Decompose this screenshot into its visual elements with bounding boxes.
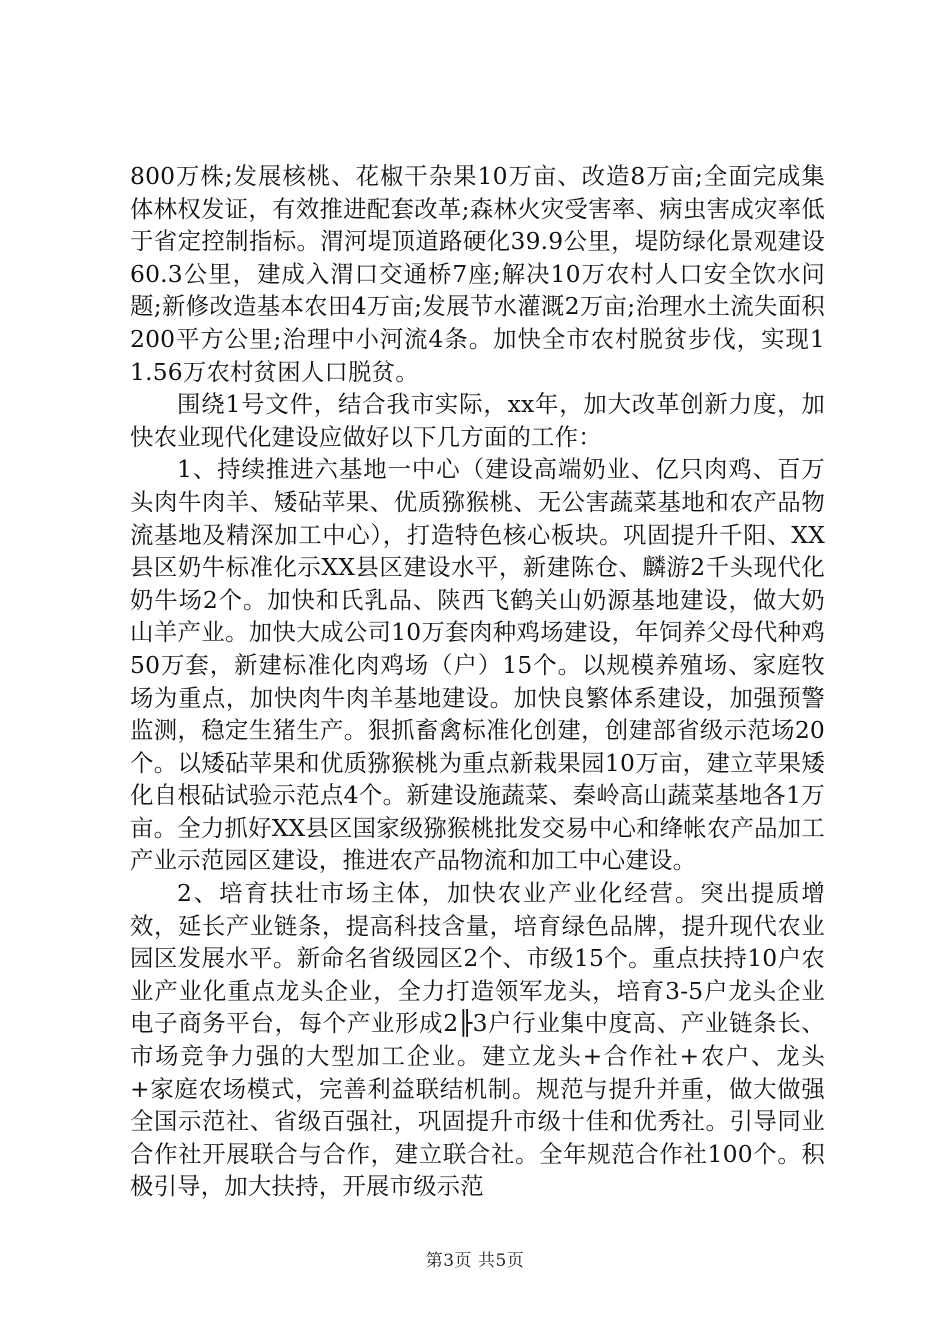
paragraph-intro: 围绕1号文件，结合我市实际，xx年，加大改革创新力度，加快农业现代化建设应做好以下几方面的工作： <box>130 390 825 451</box>
paragraph-continuation: 800万株;发展核桃、花椒干杂果10万亩、改造8万亩;全面完成集体林权发证，有效推进配套改革;森林火灾受害率、病虫害成灾率低于省定控制指标。渭河堤顶道路硬化39.9公里，堤防绿化景观建设60.3公里，建成入渭口交通桥7座;解决10万农村人口安全饮水问题;新修改造基本农田4万亩;发展节水灌溉2万亩;治理水土流失面积200平方公里;治理中小河流4条。加快全市农村脱贫步伐，实现11.56万农村贫困人口脱贫。 <box>130 162 825 386</box>
paragraph-item-2: 2、培育扶壮市场主体，加快农业产业化经营。突出提质增效，延长产业链条，提高科技含量，培育绿色品牌，提升现代农业园区发展水平。新命名省级园区2个、市级15个。重点扶持10户农业产业化重点龙头企业，全力打造领军龙头，培育3-5户龙头企业电子商务平台，每个产业形成2╟3户行业集中度高、产业链条长、市场竞争力强的大型加工企业。建立龙头+合作社+农户、龙头+家庭农场模式，完善利益联结机制。规范与提升并重，做大做强全国示范社、省级百强社，巩固提升市级十佳和优秀社。引导同业合作社开展联合与合作，建立联合社。全年规范合作社100个。积极引导，加大扶持，开展市级示范 <box>130 879 825 1201</box>
paragraph-item-1: 1、持续推进六基地一中心（建设高端奶业、亿只肉鸡、百万头肉牛肉羊、矮砧苹果、优质猕猴桃、无公害蔬菜基地和农产品物流基地及精深加工中心），打造特色核心板块。巩固提升千阳、XX县区奶牛标准化示XX县区建设水平，新建陈仓、麟游2千头现代化奶牛场2个。加快和氏乳品、陕西飞鹤关山奶源基地建设，做大奶山羊产业。加快大成公司10万套肉种鸡场建设，年饲养父母代种鸡50万套，新建标准化肉鸡场（户）15个。以规模养殖场、家庭牧场为重点，加快肉牛肉羊基地建设。加快良繁体系建设，加强预警监测，稳定生猪生产。狠抓畜禽标准化创建，创建部省级示范场20个。以矮砧苹果和优质猕猴桃为重点新栽果园10万亩，建立苹果矮化自根砧试验示范点4个。新建设施蔬菜、秦岭高山蔬菜基地各1万亩。全力抓好XX县区国家级猕猴桃批发交易中心和绛帐农产品加工产业示范园区建设，推进农产品物流和加工中心建设。 <box>130 455 825 875</box>
document-body <box>130 160 825 1203</box>
page-footer: 第3页 共5页 <box>425 1251 525 1271</box>
